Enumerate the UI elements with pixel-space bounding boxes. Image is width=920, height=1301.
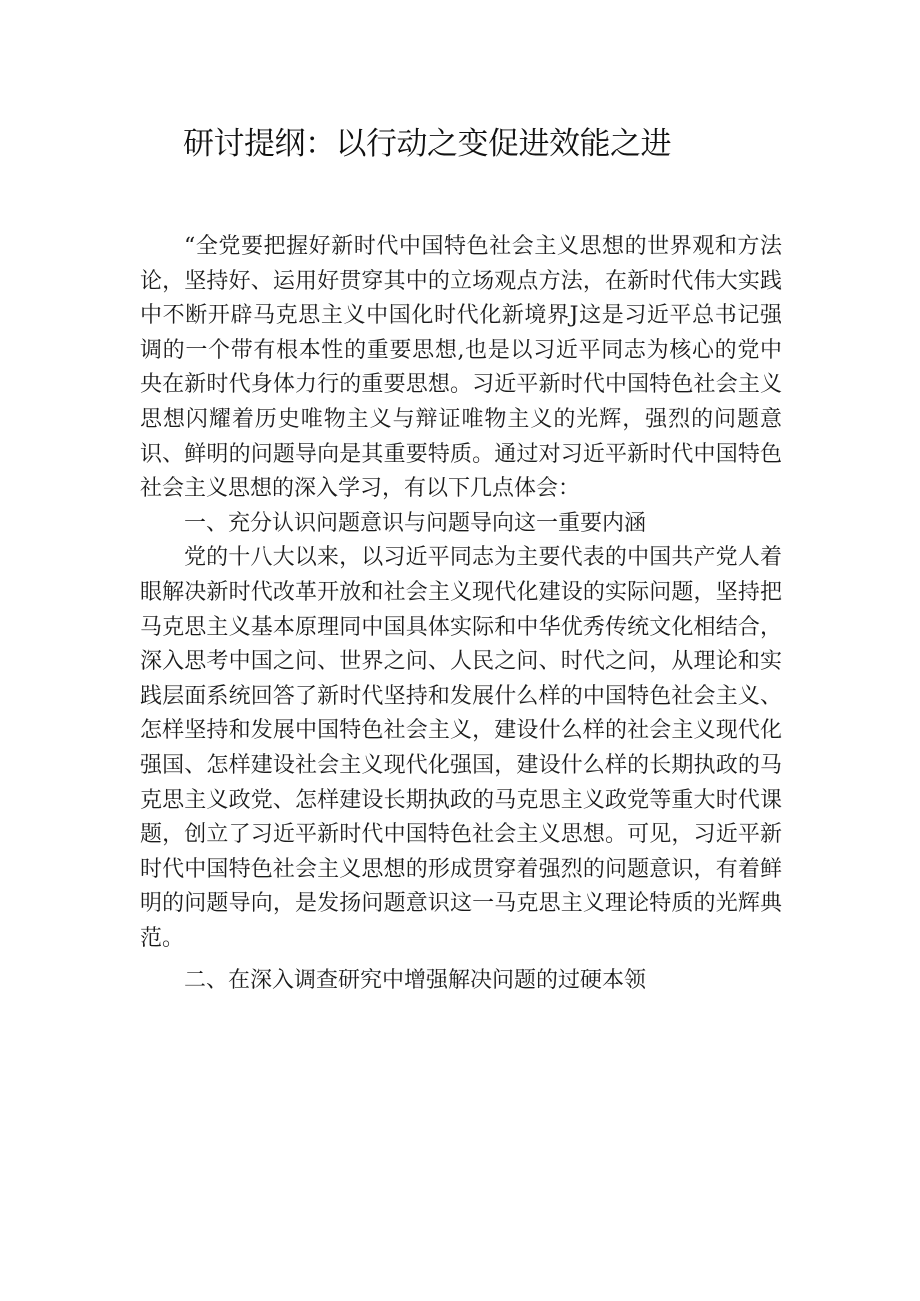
section-heading-2: 二、在深入调查研究中增强解决问题的过硬本领: [184, 968, 647, 994]
section-heading-1: 一、充分认识问题意识与问题导向这一重要内涵: [184, 510, 647, 536]
section-1-paragraph: 党的十八大以来，以习近平同志为主要代表的中国共产党人着眼解决新时代改革开放和社会主义现代化建设的实际问题，坚持把马克思主义基本原理同中国具体实际和中华优秀传统文化相结合，深入思考中国之问、世界之问、人民之问、时代之问，从理论和实践层面系统回答了新时代坚持和发展什么样的中国特色社会主义、怎样坚持和发展中国特色社会主义，建设什么样的社会主义现代化强国、怎样建设社会主义现代化强国，建设什么样的长期执政的马克思主义政党、怎样建设长期执政的马克思主义政党等重大时代课题，创立了习近平新时代中国特色社会主义思想。可见，习近平新时代中国特色社会主义思想的形成贯穿着强烈的问题意识，有着鲜明的问题导向，是发扬问题意识这一马克思主义理论特质的光辉典范。: [140, 545, 782, 951]
document-title: 研讨提纲：以行动之变促进效能之进: [183, 126, 671, 162]
document-body: [140, 230, 782, 999]
intro-paragraph: “全党要把握好新时代中国特色社会主义思想的世界观和方法论，坚持好、运用好贯穿其中的立场观点方法，在新时代伟大实践中不断开辟马克思主义中国化时代化新境界J这是习近平总书记强调的一个带有根本性的重要思想,也是以习近平同志为核心的党中央在新时代身体力行的重要思想。习近平新时代中国特色社会主义思想闪耀着历史唯物主义与辩证唯物主义的光辉，强烈的问题意识、鲜明的问题导向是其重要特质。通过对习近平新时代中国特色社会主义思想的深入学习，有以下几点体会：: [140, 234, 782, 502]
